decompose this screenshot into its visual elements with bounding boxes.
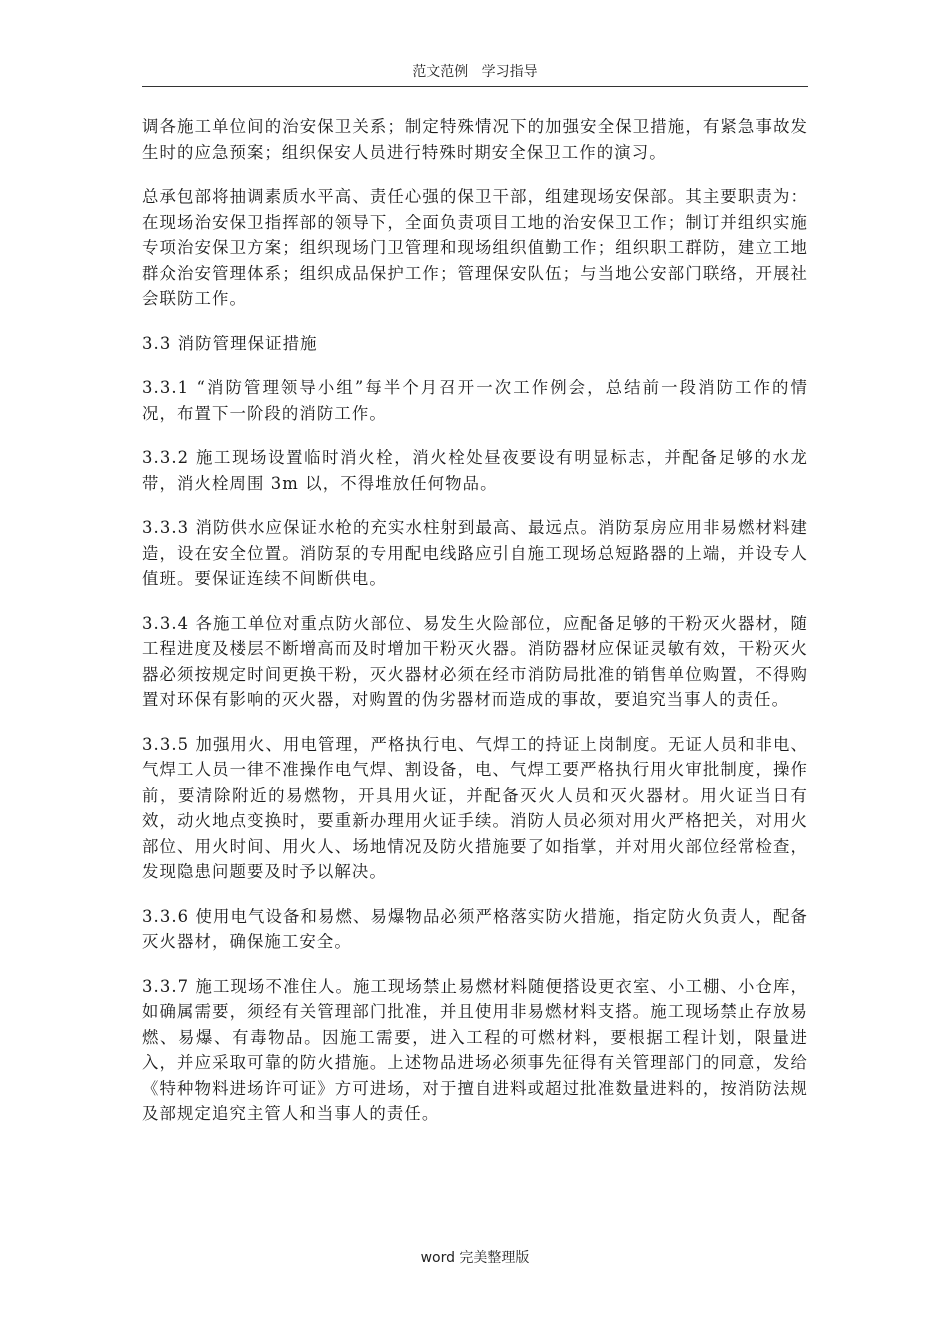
paragraph: 调各施工单位间的治安保卫关系；制定特殊情况下的加强安全保卫措施，有紧急事故发生时的应急预案；组织保安人员进行特殊时期安全保卫工作的演习。 xyxy=(142,117,808,162)
paragraph: 3.3.4 各施工单位对重点防火部位、易发生火险部位，应配备足够的干粉灭火器材，随工程进度及楼层不断增高而及时增加干粉灭火器。消防器材应保证灵敏有效，干粉灭火器必须按规定时间更换干粉，灭火器材必须在经市消防局批准的销售单位购置，不得购置对环保有影响的灭火器，对购置的伪劣器材而造成的事故，要追究当事人的责任。 xyxy=(142,613,808,709)
paragraph: 3.3.3 消防供水应保证水枪的充实水柱射到最高、最远点。消防泵房应用非易燃材料建造，设在安全位置。消防泵的专用配电线路应引自施工现场总短路器的上端，并设专人值班。要保证连续不间断供电。 xyxy=(142,518,808,588)
header-left-text: 范文范例 xyxy=(412,64,469,80)
paragraph: 3.3.5 加强用火、用电管理，严格执行电、气焊工的持证上岗制度。无证人员和非电、气焊工人员一律不准操作电气焊、割设备，电、气焊工要严格执行用火审批制度，操作前，要清除附近的易燃物，开具用火证，并配备灭火人员和灭火器材。用火证当日有效，动火地点变换时，要重新办理用火证手续。消防人员必须对用火严格把关，对用火部位、用火时间、用火人、场地情况及防火措施要了如指掌，并对用火部位经常检查，发现隐患问题要及时予以解决。 xyxy=(142,734,808,881)
paragraph: 3.3.1 “消防管理领导小组”每半个月召开一次工作例会，总结前一段消防工作的情况，布置下一阶段的消防工作。 xyxy=(142,378,808,423)
header-right-text: 学习指导 xyxy=(481,64,538,80)
section-heading: 3.3 消防管理保证措施 xyxy=(142,333,318,353)
paragraph: 3.3.6 使用电气设备和易燃、易爆物品必须严格落实防火措施，指定防火负责人，配备灭火器材，确保施工安全。 xyxy=(142,906,808,951)
paragraph: 总承包部将抽调素质水平高、责任心强的保卫干部，组建现场安保部。其主要职责为：在现场治安保卫指挥部的领导下，全面负责项目工地的治安保卫工作；制订并组织实施专项治安保卫方案；组织现场门卫管理和现场组织值勤工作；组织职工群防，建立工地群众治安管理体系；组织成品保护工作；管理保安队伍；与当地公安部门联络，开展社会联防工作。 xyxy=(142,187,808,308)
page-header xyxy=(142,62,808,86)
header-rule xyxy=(142,86,808,87)
paragraph: 3.3.7 施工现场不准住人。施工现场禁止易燃材料随便搭设更衣室、小工棚、小仓库，如确属需要，须经有关管理部门批准，并且使用非易燃材料支搭。施工现场禁止存放易燃、易爆、有毒物品。因施工需要，进入工程的可燃材料，要根据工程计划，限量进入，并应采取可靠的防火措施。上述物品进场必须事先征得有关管理部门的同意，发给《特种物料进场许可证》方可进场，对于擅自进料或超过批准数量进料的，按消防法规及部规定追究主管人和当事人的责任。 xyxy=(142,976,808,1123)
paragraph: 3.3.2 施工现场设置临时消火栓，消火栓处昼夜要设有明显标志，并配备足够的水龙带，消火栓周围 3m 以，不得堆放任何物品。 xyxy=(142,448,808,493)
page-footer: word 完美整理版 xyxy=(420,1250,530,1266)
document-body xyxy=(142,114,808,1127)
